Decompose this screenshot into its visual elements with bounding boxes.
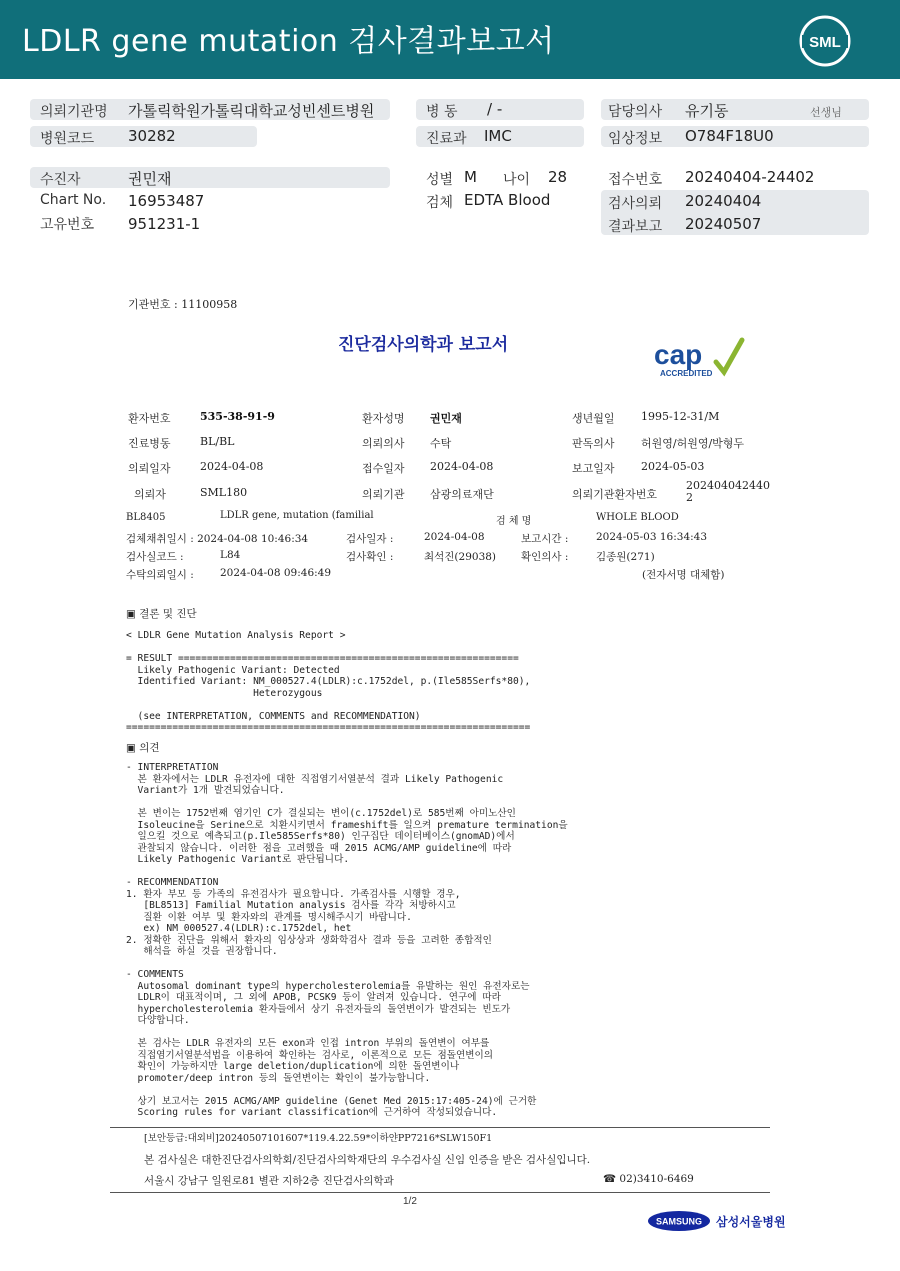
- cap-accredited-logo-icon: [652, 334, 752, 380]
- info-band-examinee: [30, 167, 390, 188]
- security-line: [보안등급:대외비]20240507101607*119.4.22.59*이하얀PP7216*SLW150F1: [144, 1133, 493, 1144]
- patient-name: 권민재: [430, 412, 462, 425]
- chart-label: Chart No.: [40, 192, 107, 208]
- reader-label: 판독의사: [572, 437, 615, 450]
- test-date-label: 검사일자 :: [346, 533, 394, 545]
- requester-label: 의뢰자: [134, 488, 166, 501]
- specimen-label: 검체: [426, 195, 454, 211]
- reader: 허원영/허원영/박형두: [641, 437, 745, 450]
- recv-request: 2024-04-08 09:46:49: [220, 567, 332, 579]
- section-opinion: ▣ 의견: [126, 742, 160, 754]
- test-name: LDLR gene, mutation (familial: [220, 510, 374, 521]
- specimen-name: WHOLE BLOOD: [596, 512, 679, 523]
- req-date: 2024-04-08: [200, 460, 264, 473]
- institution-label: 의뢰기관명: [40, 104, 108, 120]
- report-time: 2024-05-03 16:34:43: [596, 531, 708, 543]
- patient-no: 535-38-91-9: [200, 410, 275, 423]
- dept: BL/BL: [200, 435, 235, 448]
- ward-value: / -: [487, 100, 503, 118]
- age-value: 28: [548, 168, 568, 186]
- report-value: 20240507: [685, 215, 762, 233]
- org-pt-no-line1: 202404042440: [686, 479, 770, 492]
- cap-logo-text: cap: [654, 339, 703, 370]
- lab-code: L84: [220, 549, 241, 561]
- confirm: 최석진(29038): [424, 551, 497, 563]
- opinion-body: - INTERPRETATION 본 환자에서는 LDLR 유전자에 대한 직접염기서열분석 결과 Likely Pathogenic Variant가 1개 발견되었습니다. 본 변이는 1752번째 염기인 C가 결실되는 변이(c.1752del)로 585번째 아미노산인 Isoleucine을 Serine으로 치환시키면서 frameshift를 일으켜 premature termination을 일으킬 것으로 예측되고(p.Ile585Serfs*80) 인구집단 데이터베이스(gnomAD)에서 관찰되지 않습니다. 이러한 점을 고려했을 때 2015 ACMG/AMP guideline에 따라 Likely Pathogenic Variant로 판단됩니다. - RECOMMENDATION 1. 환자 부모 등 가족의 유전검사가 필요합니다. 가족검사를 시행할 경우, [BL8513] Familial Mutation analysis 검사를 각각 처방하시고 질환 이환 여부 및 환자와의 관계를 명시해주시기 바랍니다. ex) NM_000527.4(LDLR):c.1752del, het 2. 정확한 진단을 위해서 환자의 임상상과 생화학검사 결과 등을 고려한 종합적인 해석을 하실 것을 권장합니다. - COMMENTS Autosomal dominant type의 hypercholesterolemia를 유발하는 원인 유전자로는 LDLR이 대표적이며, 그 외에 APOB, PCSK9 등이 알려져 있습니다. 연구에 따라 hypercholesterolemia 환자들에서 상기 유전자들의 돌연변이가 발견되는 빈도가 다양합니다. 본 검사는 LDLR 유전자의 모든 exon과 인접 intron 부위의 돌연변이 여부를 직접염기서열분석법을 이용하여 확인하는 검사로, 이론적으로 모든 점돌연변이의 확인이 가능하지만 large deletion/duplication에 의한 돌연변이나 promoter/deep intron 등의 돌연변이는 확인이 불가능합니다. 상기 보고서는 2015 ACMG/AMP guideline (Genet Med 2015:17:405-24)에 근거한 Scoring rules for variant classification에 근거하여 작성되었습니다.: [126, 762, 568, 1118]
- confirm-doc-label: 확인의사 :: [521, 551, 569, 563]
- age-label: 나이: [503, 172, 531, 188]
- patient-name-label: 환자성명: [362, 412, 405, 425]
- unique-label: 고유번호: [40, 217, 95, 233]
- footer-divider-top: [110, 1127, 770, 1128]
- lab-phone: ☎ 02)3410-6469: [603, 1173, 694, 1185]
- examinee-label: 수진자: [40, 172, 81, 188]
- doctor-value: 유기동: [685, 102, 729, 120]
- hospital-code-value: 30282: [128, 127, 176, 145]
- dept-label: 진료병동: [128, 437, 171, 450]
- req-org-label: 의뢰기관: [362, 488, 405, 501]
- test-code: BL8405: [126, 512, 166, 523]
- result-body: < LDLR Gene Mutation Analysis Report > = RESULT =========================================================== Likely Pathogenic Variant: Detected Identified Variant: NM_000527.4(LDLR):c.1752del, p.(Ile585Serfs*80), Heterozygous (see INTERPRETATION, COMMENTS and RECOMMENDATION) ======================================================================: [126, 630, 531, 733]
- report-label: 결과보고: [608, 219, 663, 235]
- collect-datetime: 검체채취일시 : 2024-04-08 10:46:34: [126, 533, 309, 545]
- hospital-name: 삼성서울병원: [716, 1215, 786, 1229]
- receipt-label: 접수번호: [608, 172, 663, 188]
- clinical-value: O784F18U0: [685, 127, 774, 145]
- cap-accredited-text: ACCREDITED: [660, 369, 713, 378]
- rcv-date-label: 접수일자: [362, 462, 405, 475]
- chart-value: 16953487: [128, 192, 205, 210]
- report-heading: 진단검사의학과 보고서: [338, 335, 509, 355]
- rcv-date: 2024-04-08: [430, 460, 494, 473]
- department-label: 진료과: [426, 131, 467, 147]
- req-doc-label: 의뢰의사: [362, 437, 405, 450]
- sml-logo-text: SML: [809, 34, 841, 51]
- org-pt-no-line2: 2: [686, 491, 693, 504]
- samsung-logo-icon: [647, 1210, 711, 1232]
- hospital-code-label: 병원코드: [40, 131, 95, 147]
- ward-label: 병 동: [426, 104, 458, 120]
- request-value: 20240404: [685, 192, 762, 210]
- sex-value: M: [464, 168, 477, 186]
- recv-request-label: 수탁의뢰일시 :: [126, 569, 194, 581]
- org-number: 기관번호 : 11100958: [128, 298, 238, 311]
- page-number: 1/2: [403, 1196, 417, 1207]
- e-sign-note: (전자서명 대체함): [642, 569, 725, 581]
- report-title: LDLR gene mutation 검사결과보고서: [22, 24, 555, 59]
- requester: SML180: [200, 486, 248, 499]
- samsung-logo-text: SAMSUNG: [655, 1216, 703, 1227]
- rpt-date: 2024-05-03: [641, 460, 705, 473]
- lab-address: 서울시 강남구 일원로81 별관 지하2층 진단검사의학과: [144, 1175, 394, 1187]
- request-label: 검사의뢰: [608, 196, 663, 212]
- test-date: 2024-04-08: [424, 531, 485, 543]
- confirm-label: 검사확인 :: [346, 551, 394, 563]
- req-date-label: 의뢰일자: [128, 462, 171, 475]
- receipt-value: 20240404-24402: [685, 168, 815, 186]
- req-doc: 수탁: [430, 437, 452, 450]
- dob-label: 생년월일: [572, 412, 615, 425]
- unique-value: 951231-1: [128, 215, 201, 233]
- doctor-label: 담당의사: [608, 104, 663, 120]
- doctor-suffix: 선생님: [810, 106, 842, 119]
- report-time-label: 보고시간 :: [521, 533, 569, 545]
- sml-logo-icon: [798, 14, 852, 68]
- footer-divider-bottom: [110, 1192, 770, 1193]
- dob: 1995-12-31/M: [641, 410, 720, 423]
- examinee-value: 권민재: [128, 170, 172, 188]
- section-conclusion: ▣ 결론 및 진단: [126, 608, 197, 620]
- lab-code-label: 검사실코드 :: [126, 551, 184, 563]
- institution-value: 가톨릭학원가톨릭대학교성빈센트병원: [128, 102, 375, 120]
- certification-text: 본 검사실은 대한진단검사의학회/진단검사의학재단의 우수검사실 신임 인증을 받은 검사실입니다.: [144, 1154, 591, 1166]
- department-value: IMC: [484, 127, 512, 145]
- patient-no-label: 환자번호: [128, 412, 171, 425]
- specimen-name-label: 검 체 명: [496, 516, 532, 527]
- sex-label: 성별: [426, 172, 454, 188]
- confirm-doc: 김종원(271): [596, 551, 655, 563]
- rpt-date-label: 보고일자: [572, 462, 615, 475]
- specimen-value: EDTA Blood: [464, 191, 551, 209]
- clinical-label: 임상정보: [608, 131, 663, 147]
- org-pt-no-label: 의뢰기관환자번호: [572, 488, 658, 501]
- req-org: 삼광의료재단: [430, 488, 494, 501]
